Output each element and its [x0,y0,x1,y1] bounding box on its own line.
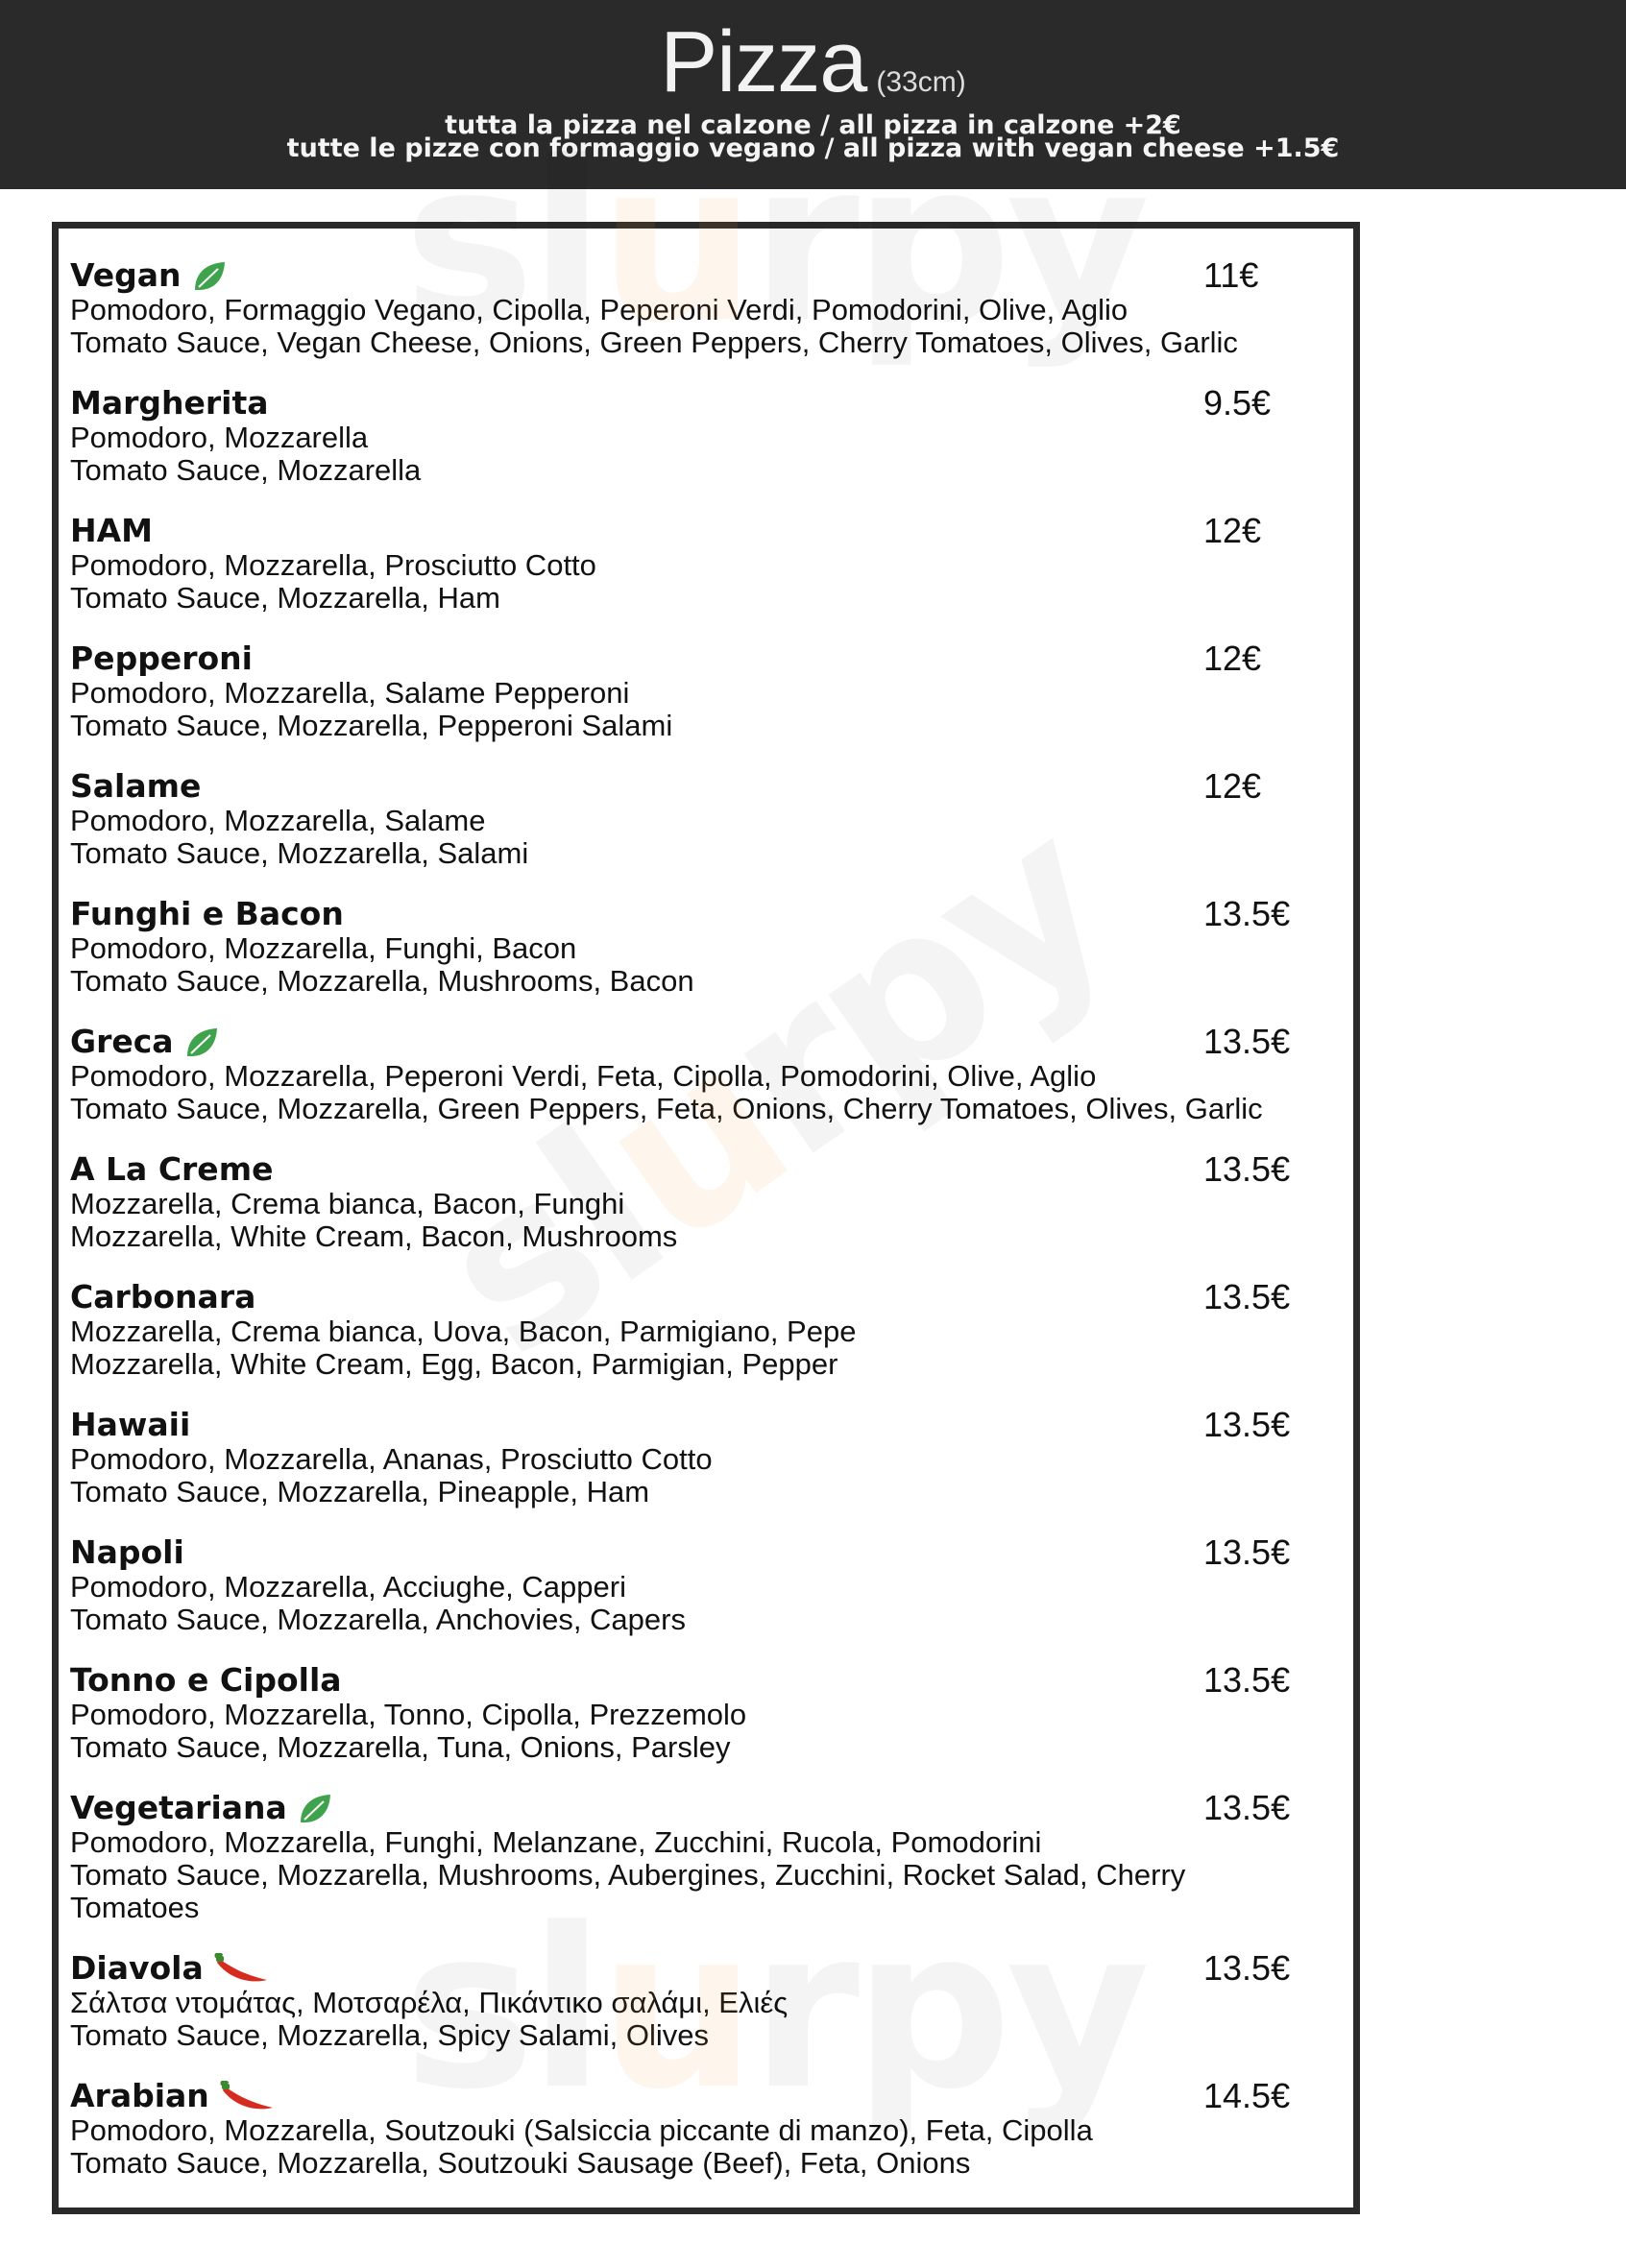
menu-box [52,222,1360,2214]
item-name: Funghi e Bacon [70,895,344,932]
title-row [0,13,1626,112]
item-description-it: Pomodoro, Mozzarella, Funghi, Bacon [70,931,577,965]
item-name-row [70,1534,1347,1571]
menu-item [70,1151,1347,1253]
item-name: Diavola [70,1949,204,1987]
menu-item [70,1407,1347,1508]
menu-header [0,0,1626,189]
item-description-it: Mozzarella, Crema bianca, Uova, Bacon, Parmigiano, Pepe [70,1315,857,1348]
item-name-row [70,768,1347,805]
item-description-en: Tomato Sauce, Mozzarella, Ham [70,581,500,615]
item-description-it: Pomodoro, Mozzarella [70,421,369,454]
item-name: Vegan [70,256,182,294]
item-name-row [70,1151,1347,1188]
menu-item [70,385,1347,487]
item-description-it: Pomodoro, Mozzarella, Soutzouki (Salsiccia piccante di manzo), Feta, Cipolla [70,2113,1093,2147]
menu-item [70,1662,1347,1764]
item-description-it: Pomodoro, Mozzarella, Funghi, Melanzane, Zucchini, Rucola, Pomodorini [70,1825,1042,1859]
item-description-en: Tomato Sauce, Mozzarella, Mushrooms, Bacon [70,964,694,998]
menu-item [70,640,1347,742]
menu-item [70,1024,1347,1125]
item-price: 13.5€ [1203,1660,1291,1700]
item-price: 13.5€ [1203,1277,1291,1316]
item-name: Carbonara [70,1278,256,1315]
item-description-it: Pomodoro, Mozzarella, Peperoni Verdi, Feta, Cipolla, Pomodorini, Olive, Aglio [70,1059,1097,1093]
chili-icon [213,1953,273,1990]
item-name-row [70,2078,1347,2114]
item-description-en: Tomato Sauce, Mozzarella, Anchovies, Capers [70,1603,686,1636]
item-name-row [70,1950,1347,1987]
item-price: 12€ [1203,511,1262,550]
page-title: Pizza [660,14,867,110]
item-description-it: Pomodoro, Mozzarella, Prosciutto Cotto [70,548,596,582]
item-name-row [70,1024,1347,1060]
item-description-it: Mozzarella, Crema bianca, Bacon, Funghi [70,1187,625,1220]
item-price: 9.5€ [1203,383,1272,422]
item-price: 13.5€ [1203,1149,1291,1189]
item-price: 13.5€ [1203,1022,1291,1061]
item-name: Salame [70,767,202,805]
item-name: HAM [70,512,153,549]
item-price: 14.5€ [1203,2076,1291,2115]
item-description-en: Tomato Sauce, Mozzarella, Soutzouki Sausage (Beef), Feta, Onions [70,2146,971,2180]
item-name-row [70,1790,1347,1826]
item-description-it: Pomodoro, Mozzarella, Ananas, Prosciutto Cotto [70,1442,713,1476]
item-name-row [70,1279,1347,1315]
leaf-icon [297,1793,333,1829]
menu-item [70,2078,1347,2180]
chili-icon [219,2081,279,2117]
item-price: 13.5€ [1203,1788,1291,1827]
item-name-row [70,385,1347,422]
item-price: 13.5€ [1203,894,1291,933]
menu-item [70,1950,1347,2052]
item-description-en: Mozzarella, White Cream, Egg, Bacon, Parmigian, Pepper [70,1347,838,1381]
leaf-icon [183,1026,220,1063]
item-price: 13.5€ [1203,1405,1291,1444]
item-description-en: Tomato Sauce, Mozzarella [70,453,422,487]
item-price: 13.5€ [1203,1532,1291,1572]
item-price: 11€ [1203,255,1259,295]
item-name: Margherita [70,384,269,422]
item-name: A La Creme [70,1150,274,1188]
item-name-row [70,1662,1347,1699]
item-description-en: Tomato Sauce, Mozzarella, Green Peppers, Feta, Onions, Cherry Tomatoes, Olives, Garlic [70,1092,1263,1125]
item-name-row [70,513,1347,549]
item-name: Napoli [70,1533,184,1571]
item-description-it: Pomodoro, Mozzarella, Salame [70,804,486,837]
menu-item [70,1790,1347,1924]
menu-item [70,513,1347,615]
item-price: 13.5€ [1203,1948,1291,1988]
menu-item [70,896,1347,998]
item-name-row [70,1407,1347,1443]
item-name: Tonno e Cipolla [70,1661,342,1699]
calzone-note: tutta la pizza nel calzone / all pizza in calzone +2€ [445,110,1181,140]
menu-item [70,257,1347,359]
item-name: Arabian [70,2077,209,2114]
item-description-en: Tomato Sauce, Mozzarella, Pepperoni Salami [70,709,673,742]
item-description-en: Tomato Sauce, Mozzarella, Salami [70,836,529,870]
item-description-it: Σάλτσα ντομάτας, Μοτσαρέλα, Πικάντικο σαλάμι, Ελιές [70,1986,789,2019]
item-description-en: Tomato Sauce, Mozzarella, Spicy Salami, Olives [70,2018,710,2052]
item-price: 12€ [1203,766,1262,806]
item-name: Vegetariana [70,1789,287,1826]
item-name: Hawaii [70,1406,191,1443]
vegan-cheese-note: tutte le pizze con formaggio vegano / all pizza with vegan cheese +1.5€ [286,133,1340,163]
item-description-it: Pomodoro, Mozzarella, Tonno, Cipolla, Prezzemolo [70,1698,747,1731]
item-name-row [70,640,1347,677]
menu-item [70,1279,1347,1381]
menu-item [70,1534,1347,1636]
item-description-en: Tomato Sauce, Vegan Cheese, Onions, Green Peppers, Cherry Tomatoes, Olives, Garlic [70,326,1238,359]
item-description-it: Pomodoro, Formaggio Vegano, Cipolla, Peperoni Verdi, Pomodorini, Olive, Aglio [70,293,1128,326]
item-name-row [70,896,1347,932]
item-description-en: Mozzarella, White Cream, Bacon, Mushrooms [70,1219,678,1253]
item-price: 12€ [1203,639,1262,678]
item-name: Pepperoni [70,639,253,677]
menu-item [70,768,1347,870]
item-description-it: Pomodoro, Mozzarella, Acciughe, Capperi [70,1570,626,1604]
leaf-icon [191,260,228,297]
item-description-en: Tomato Sauce, Mozzarella, Tuna, Onions, Parsley [70,1730,731,1764]
pizza-size: (33cm) [876,66,966,98]
item-description-en: Tomato Sauce, Mozzarella, Mushrooms, Aubergines, Zucchini, Rocket Salad, Cherry Tomatoes [70,1858,1186,1924]
item-description-en: Tomato Sauce, Mozzarella, Pineapple, Ham [70,1475,650,1508]
item-description-it: Pomodoro, Mozzarella, Salame Pepperoni [70,676,630,710]
item-name: Greca [70,1023,174,1060]
item-name-row [70,257,1347,294]
